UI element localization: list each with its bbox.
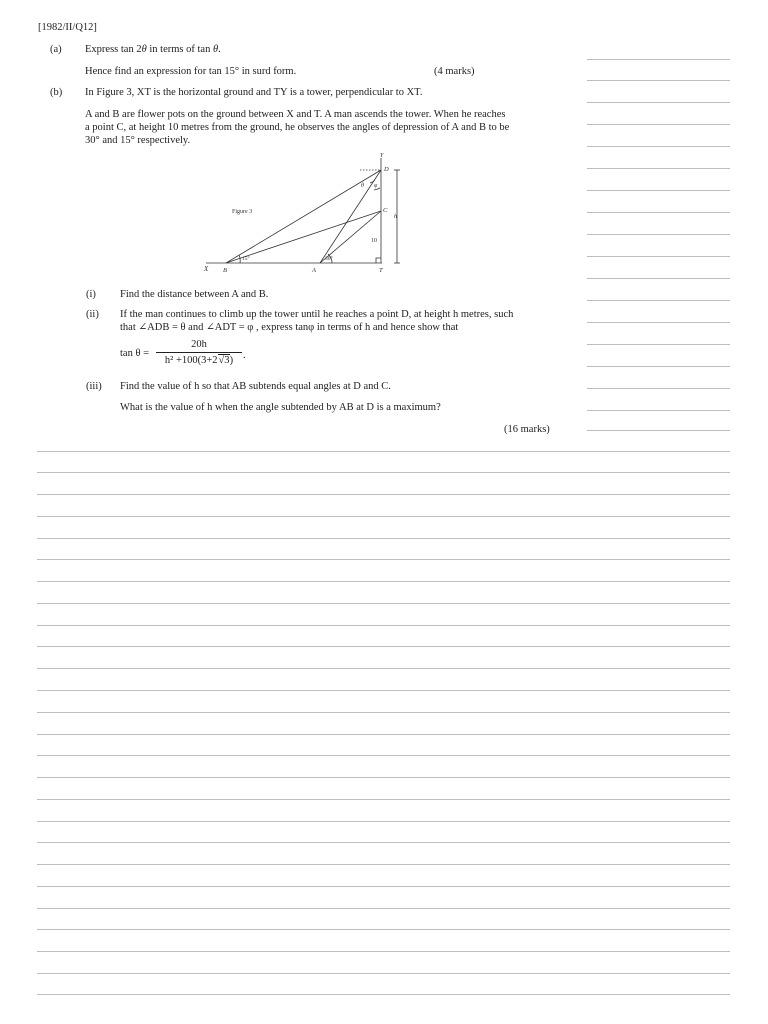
tan-theta-lhs: tan θ =: [120, 348, 150, 359]
answer-rule: [37, 973, 730, 974]
answer-rule: [587, 168, 730, 169]
part-a-line1: Express tan 2θ in terms of tan θ.: [85, 44, 221, 55]
label-15deg: 15°: [242, 256, 250, 262]
answer-rule: [37, 494, 730, 495]
label-Y: Y: [380, 153, 384, 159]
answer-rule: [587, 366, 730, 367]
answer-rule: [37, 734, 730, 735]
part-a-marks: (4 marks): [434, 66, 475, 77]
answer-rule: [587, 410, 730, 411]
part-b-intro-line2: A and B are flower pots on the ground between X and T. A man ascends the tower. When he reaches: [85, 109, 506, 120]
answer-rule: [587, 388, 730, 389]
tan-theta-fraction: [156, 338, 242, 367]
answer-rule: [37, 603, 730, 604]
figure-caption: Figure 3: [232, 209, 253, 215]
label-theta: θ: [361, 183, 364, 189]
answer-rule: [37, 581, 730, 582]
answer-rule: [587, 300, 730, 301]
answer-rule: [587, 344, 730, 345]
answer-rule: [37, 951, 730, 952]
fraction-denominator: h² +100(3+2√3): [164, 355, 234, 366]
answer-rule: [587, 190, 730, 191]
sub-iii-label: (iii): [86, 381, 102, 392]
answer-rule: [37, 646, 730, 647]
label-C: C: [383, 207, 388, 214]
answer-rule: [37, 559, 730, 560]
label-A: A: [312, 267, 316, 274]
sub-ii-label: (ii): [86, 309, 99, 320]
sub-i-label: (i): [86, 289, 96, 300]
part-b-intro-line3: a point C, at height 10 metres from the ground, he observes the angles of depression of A and B to be: [85, 122, 510, 133]
answer-rule: [37, 472, 730, 473]
label-B: B: [223, 267, 227, 274]
sub-i-text: Find the distance between A and B.: [120, 289, 269, 300]
answer-rule: [37, 712, 730, 713]
part-a-label: (a): [50, 44, 62, 55]
answer-rule: [37, 451, 730, 452]
answer-rule: [587, 278, 730, 279]
part-b-marks: (16 marks): [504, 424, 550, 435]
part-a-line2: Hence find an expression for tan 15° in surd form.: [85, 66, 297, 77]
answer-rule: [587, 59, 730, 60]
label-T: T: [379, 267, 383, 274]
label-10: 10: [371, 238, 377, 244]
answer-rule: [37, 538, 730, 539]
sub-ii-line2: that ∠ADB = θ and ∠ADT = φ , express tanφ in terms of h and hence show that: [120, 322, 459, 333]
answer-rule: [37, 777, 730, 778]
formula-period: .: [243, 350, 246, 361]
label-30deg: 30°: [325, 256, 333, 262]
answer-rule: [37, 799, 730, 800]
question-reference: [1982/II/Q12]: [38, 22, 97, 33]
answer-rule: [587, 146, 730, 147]
answer-rule: [587, 234, 730, 235]
answer-rule: [37, 755, 730, 756]
label-X: X: [204, 265, 209, 273]
label-phi: φ: [374, 183, 378, 189]
answer-rule: [587, 430, 730, 431]
answer-rule: [37, 864, 730, 865]
fraction-numerator: 20h: [191, 339, 207, 350]
answer-rule: [587, 102, 730, 103]
answer-rule: [587, 256, 730, 257]
answer-rule: [37, 908, 730, 909]
answer-rule: [37, 842, 730, 843]
answer-rule: [587, 80, 730, 81]
part-b-intro-line4: 30° and 15° respectively.: [85, 135, 191, 146]
sub-iii-line2: What is the value of h when the angle subtended by AB at D is a maximum?: [120, 402, 441, 413]
part-b-label: (b): [50, 87, 63, 98]
answer-rule: [37, 994, 730, 995]
answer-rule: [37, 929, 730, 930]
sub-ii-line1: If the man continues to climb up the tower until he reaches a point D, at height h metres, such: [120, 309, 514, 320]
answer-rule: [37, 516, 730, 517]
fraction-bar: [156, 352, 242, 353]
part-b-intro-line1: In Figure 3, XT is the horizontal ground and TY is a tower, perpendicular to XT.: [85, 87, 423, 98]
label-D: D: [384, 166, 389, 173]
figure-3-diagram: [200, 150, 410, 278]
answer-rule: [37, 625, 730, 626]
answer-rule: [37, 668, 730, 669]
answer-rule: [37, 821, 730, 822]
answer-rule: [587, 212, 730, 213]
answer-rule: [587, 124, 730, 125]
answer-rule: [37, 690, 730, 691]
label-h: h: [394, 214, 397, 220]
answer-rule: [587, 322, 730, 323]
sub-iii-line1: Find the value of h so that AB subtends equal angles at D and C.: [120, 381, 391, 392]
answer-rule: [37, 886, 730, 887]
